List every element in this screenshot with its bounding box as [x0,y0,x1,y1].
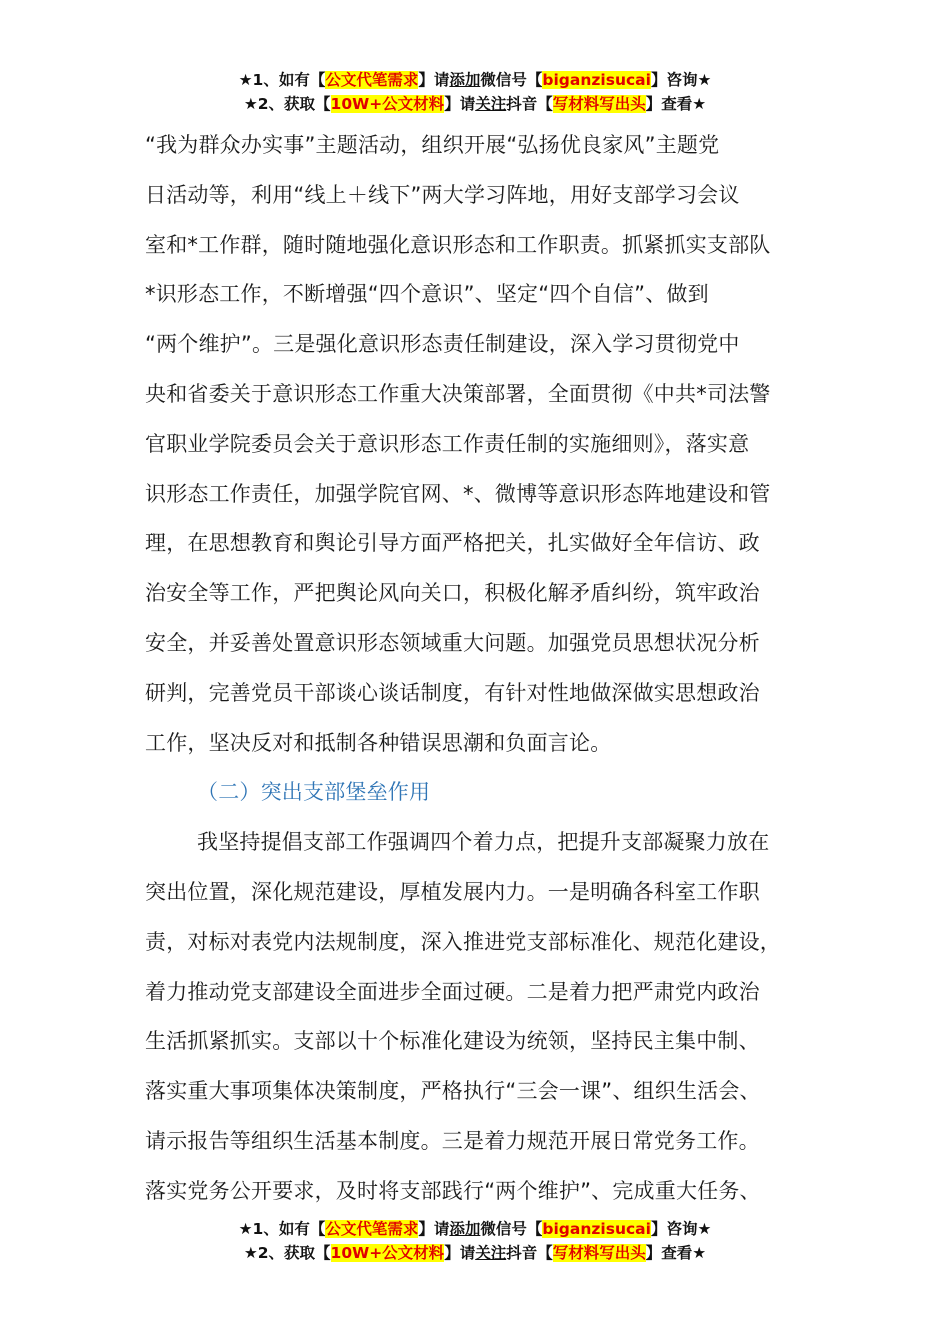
text-line: 室和*工作群，随时随地强化意识形态和工作职责。抓紧抓实支部队 [145,232,771,257]
text-line: 官职业学院委员会关于意识形态工作责任制的实施细则》，落实意 [145,431,750,456]
text-line: 责，对标对表党内法规制度，深入推进党支部标准化、规范化建设， [145,929,781,954]
paragraph-1 [145,121,810,768]
highlight-text: 公文代笔需求 [325,71,419,89]
highlight-text: 公文代笔需求 [325,1220,419,1238]
text-line: 我坚持提倡支部工作强调四个着力点，把提升支部凝聚力放在 [197,830,770,855]
text-line: 着力推动党支部建设全面进步全面过硬。二是着力把严肃党内政治 [145,979,760,1004]
banner-line-1: ★1、如有【公文代笔需求】请添加微信号【biganzisucai】咨询★ [238,1220,712,1238]
text-line: “两个维护”。三是强化意识形态责任制建设，深入学习贯彻党中 [145,332,740,357]
text-line: 落实重大事项集体决策制度，严格执行“三会一课”、组织生活会、 [145,1079,761,1104]
douyin-id: 写材料写出头 [552,95,646,113]
wechat-id: biganzisucai [542,1220,651,1238]
wechat-id: biganzisucai [542,71,651,89]
text-line: 日活动等，利用“线上＋线下”两大学习阵地，用好支部学习会议 [145,182,740,207]
section-heading: （二）突出支部堡垒作用 [197,780,431,805]
douyin-id: 写材料写出头 [552,1244,646,1262]
text-line: 央和省委关于意识形态工作重大决策部署，全面贯彻《中共*司法警 [145,381,771,406]
text-line: 请示报告等组织生活基本制度。三是着力规范开展日常党务工作。 [145,1128,760,1153]
banner-line-1: ★1、如有【公文代笔需求】请添加微信号【biganzisucai】咨询★ [238,71,712,89]
text-line: 突出位置，深化规范建设，厚植发展内力。一是明确各科室工作职 [145,879,760,904]
text-line: 安全，并妥善处置意识形态领域重大问题。加强党员思想状况分析 [145,630,760,655]
text-line: *识形态工作，不断增强“四个意识”、坚定“四个自信”、做到 [145,282,709,307]
text-line: 研判，完善党员干部谈心谈话制度，有针对性地做深做实思想政治 [145,680,760,705]
text-line: 理，在思想教育和舆论引导方面严格把关，扎实做好全年信访、政 [145,531,760,556]
document-body [145,121,810,1217]
text-line: “我为群众办实事”主题活动，组织开展“弘扬优良家风”主题党 [145,133,720,157]
banner-line-2: ★2、获取【10W+公文材料】请关注抖音【写材料写出头】查看★ [243,95,707,113]
paragraph-2 [145,818,810,1216]
highlight-text: 10W+公文材料 [330,1244,445,1262]
text-line: 生活抓紧抓实。支部以十个标准化建设为统领，坚持民主集中制、 [145,1029,760,1054]
text-line: 治安全等工作，严把舆论风向关口，积极化解矛盾纠纷，筑牢政治 [145,581,760,606]
banner-line-2: ★2、获取【10W+公文材料】请关注抖音【写材料写出头】查看★ [243,1244,707,1262]
highlight-text: 10W+公文材料 [330,95,445,113]
header-banner [0,68,950,116]
footer-banner [0,1217,950,1265]
text-line: 识形态工作责任，加强学院官网、*、微博等意识形态阵地建设和管 [145,481,771,506]
text-line: 落实党务公开要求，及时将支部践行“两个维护”、完成重大任务、 [145,1178,761,1203]
text-line: 工作，坚决反对和抵制各种错误思潮和负面言论。 [145,730,612,755]
